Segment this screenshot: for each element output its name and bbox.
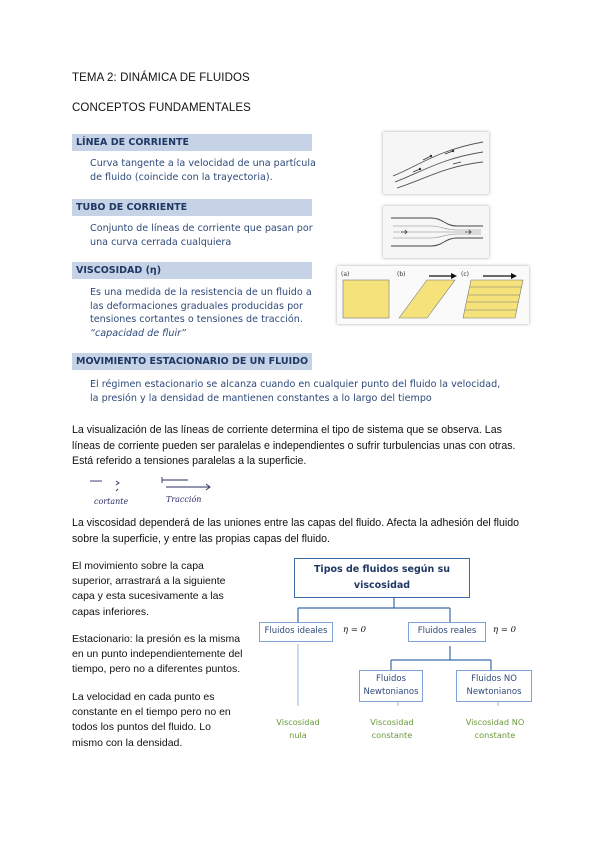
paragraph-viscosidad: La viscosidad dependerá de las uniones entre las capas del fluido. Afecta la adhesión del fluido sobre la superficie, y entre las propias capas del fluido. bbox=[72, 517, 520, 545]
tree-node-reales: Fluidos reales bbox=[408, 622, 486, 642]
eta-ideales: η = 0 bbox=[343, 625, 367, 635]
vis-constante: Viscosidad constante bbox=[370, 717, 414, 740]
text-line: Curva tangente a la velocidad de una partícula bbox=[90, 158, 316, 169]
text-line: las deformaciones graduales producidas por bbox=[90, 300, 303, 312]
text-line: la presión y la densidad de mantienen constantes a lo largo del tiempo bbox=[90, 392, 432, 404]
concept-text-linea bbox=[90, 157, 316, 184]
handwritten-traccion: Tracción bbox=[166, 495, 202, 504]
paragraph-estacionario: Estacionario: la presión es la misma en un punto independientemente del tiempo, pero no a diferentes puntos. bbox=[72, 633, 243, 676]
shear-label-c: (c) bbox=[461, 271, 469, 278]
text-line: Es una medida de la resistencia de un fluido a bbox=[90, 287, 312, 298]
concept-text-movimiento bbox=[90, 378, 500, 405]
text-line: El régimen estacionario se alcanza cuando en cualquier punto del fluido la velocidad, bbox=[90, 379, 501, 390]
concept-bar-viscosidad: VISCOSIDAD (η) bbox=[72, 262, 312, 279]
paragraph-movimiento-capas: El movimiento sobre la capa superior, arrastrará a la siguiente capa y esta sucesivamente a las capas inferiores. bbox=[72, 560, 226, 618]
tree-root: Tipos de fluidos según su viscosidad bbox=[294, 558, 470, 598]
concept-bar-linea: LÍNEA DE CORRIENTE bbox=[72, 134, 312, 151]
tree-node-ideales: Fluidos ideales bbox=[259, 622, 333, 642]
text-line: una curva cerrada cualquiera bbox=[90, 236, 232, 248]
paragraph-visualizacion: La visualización de las líneas de corriente determina el tipo de sistema que se observa. Las líneas de corriente pueden ser paralelas e independientes o sufrir turbulencias unas con otras. Está referido a tensiones paralelas a la superficie. bbox=[72, 424, 516, 467]
shear-figure bbox=[337, 266, 529, 324]
paragraph-velocidad: La velocidad en cada punto es constante en el tiempo pero no en todos los puntos del fluido. Lo mismo con la densidad. bbox=[72, 691, 231, 749]
vis-nula: Viscosidad nula bbox=[276, 717, 320, 740]
shear-label-b: (b) bbox=[397, 271, 406, 278]
stream-tube-figure bbox=[383, 206, 489, 258]
handwritten-cortante: cortante bbox=[94, 497, 129, 506]
text-line: Conjunto de líneas de corriente que pasan por bbox=[90, 223, 313, 234]
eta-reales: η = 0 bbox=[493, 625, 517, 635]
streamline-figure bbox=[383, 132, 489, 194]
shear-label-a: (a) bbox=[341, 271, 350, 278]
tree-node-newtonianos: Fluidos Newtonianos bbox=[359, 670, 423, 702]
document-title: TEMA 2: DINÁMICA DE FLUIDOS bbox=[72, 72, 250, 84]
streamline-drawing bbox=[383, 132, 489, 194]
vis-no-constante: Viscosidad NO constante bbox=[465, 717, 525, 740]
concept-text-tubo bbox=[90, 222, 313, 249]
text-line: tensiones cortantes o tensiones de tracción. bbox=[90, 314, 303, 326]
tree-node-no-newtonianos: Fluidos NO Newtonianos bbox=[456, 670, 532, 702]
text-line: “capacidad de fluir” bbox=[90, 327, 187, 339]
concept-text-viscosidad bbox=[90, 286, 312, 340]
concept-bar-tubo: TUBO DE CORRIENTE bbox=[72, 199, 312, 216]
shear-drawing bbox=[337, 266, 529, 324]
stream-tube-drawing bbox=[383, 206, 489, 258]
section-title: CONCEPTOS FUNDAMENTALES bbox=[72, 102, 251, 114]
text-line: de fluido (coincide con la trayectoria). bbox=[90, 171, 273, 183]
concept-bar-movimiento: MOVIMIENTO ESTACIONARIO DE UN FLUIDO bbox=[72, 353, 312, 370]
